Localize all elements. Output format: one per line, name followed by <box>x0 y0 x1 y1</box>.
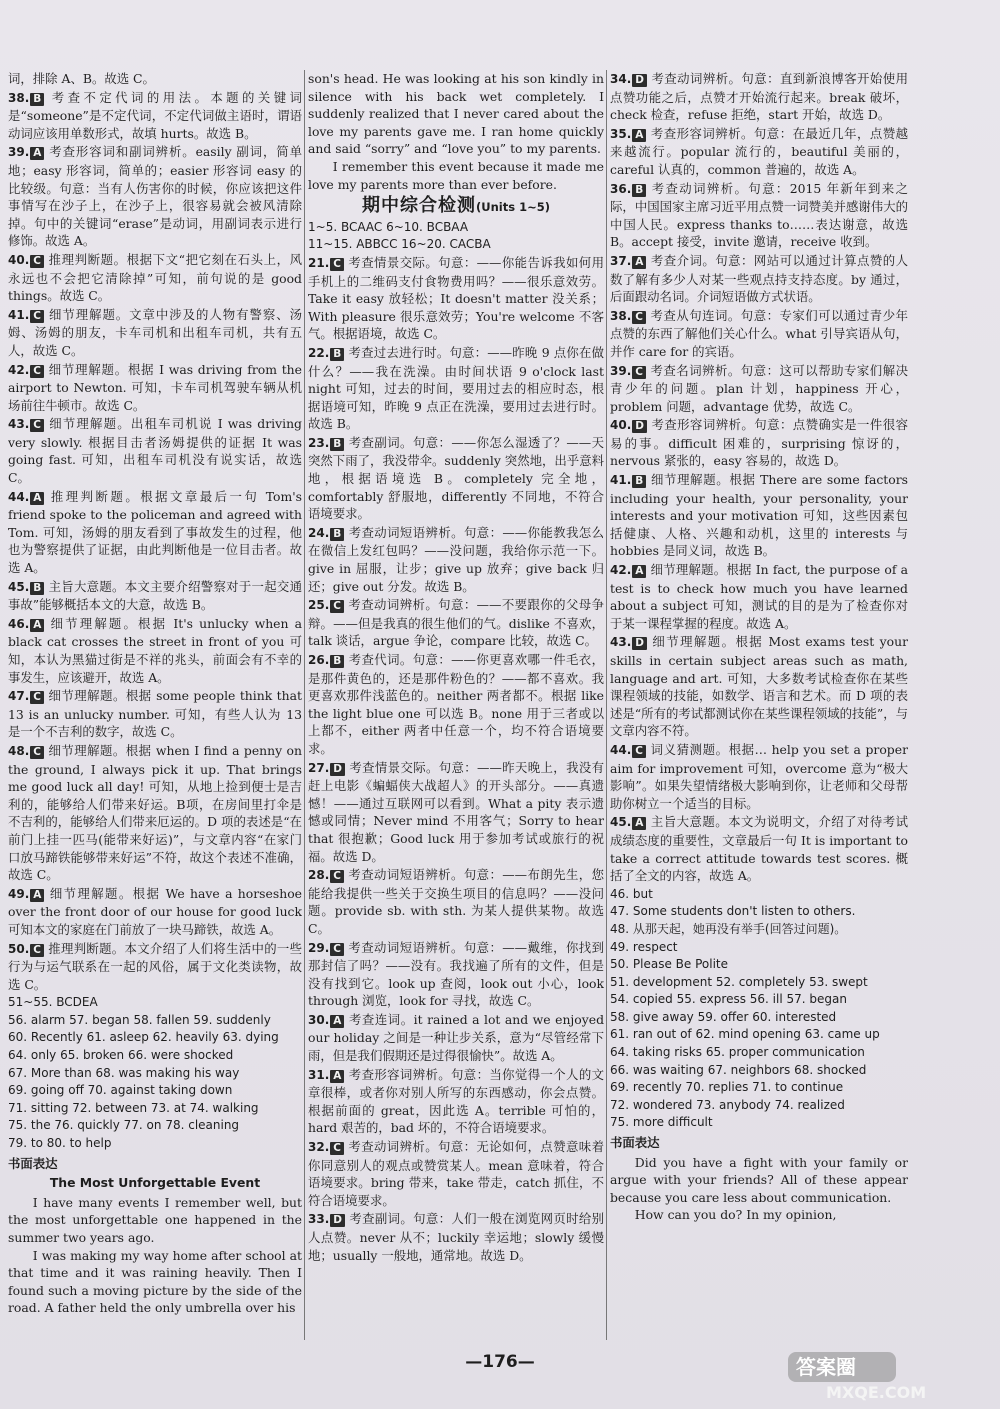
answer-item <box>610 252 908 306</box>
answer-choice-badge: D <box>632 637 647 650</box>
answer-line: 67. More than 68. was making his way <box>8 1065 240 1080</box>
writing-heading: 书面表达 <box>8 1155 58 1171</box>
explanation-text: 细节理解题。根据 I was driving from the airport to Newton. 可知，卡车司机驾驶车辆从机场前往牛顿市。故选 C。 <box>8 361 302 413</box>
question-number: 28. <box>308 868 330 883</box>
c3-answer-block <box>610 886 908 1132</box>
explanation-text: 细节理解题。出租车司机说 I was driving very slowly. 根据目击者汤姆提供的证据 It was going fast. 可知，出租车司机没有说实话，故选 C。 <box>8 416 302 486</box>
question-number: 25. <box>308 598 330 613</box>
question-number: 45. <box>610 815 632 830</box>
answer-item <box>8 89 302 143</box>
answer-item <box>308 596 604 650</box>
question-number: 40. <box>8 252 30 267</box>
column-divider <box>304 70 305 1340</box>
answer-choice-badge: A <box>632 256 646 269</box>
question-number: 24. <box>308 525 330 540</box>
answer-choice-badge: D <box>330 763 345 776</box>
answer-choice-badge: C <box>330 870 344 883</box>
answer-line: 69. going off 70. against taking down <box>8 1083 233 1098</box>
answer-line: 51. development 52. completely 53. swept <box>610 974 868 989</box>
answer-item <box>610 416 908 470</box>
question-number: 43. <box>8 417 30 432</box>
answer-choice-badge: B <box>330 655 344 668</box>
question-number: 37. <box>610 253 632 268</box>
answer-line: 64. taking risks 65. proper communication <box>610 1045 865 1060</box>
explanation-text: 细节理解题。根据 Most exams test your skills in certain subject areas such as math, language and art. 可知，大多数考试检查你在某些课程领域的技能，如数学、语言和艺术。而 D 项的表述是“所有的考试都测试你在某些课程领域的技能”，与文章内容不符。 <box>610 634 908 739</box>
essay-body <box>8 1194 302 1317</box>
question-number: 23. <box>308 435 330 450</box>
answer-line: 56. alarm 57. began 58. fallen 59. suddenly <box>8 1012 271 1027</box>
answer-item <box>8 415 302 486</box>
answer-line: 71. sitting 72. between 73. at 74. walking <box>8 1100 259 1115</box>
column-right <box>610 70 908 1340</box>
answer-item <box>8 70 302 88</box>
answer-line: 75. more difficult <box>610 1115 713 1130</box>
answer-choice-badge: D <box>330 1214 345 1227</box>
explanation-text: 细节理解题。根据 It's unlucky when a black cat crosses the street in front of you 可知，本认为黑猫过街是不祥的兆头，前面会有不幸的事发生，应该避开，故选 A。 <box>8 615 302 685</box>
answer-line: 69. recently 70. replies 71. to continue <box>610 1080 844 1095</box>
answer-choice-badge: B <box>632 184 646 197</box>
answer-item <box>610 307 908 361</box>
explanation-text: 细节理解题。根据 some people think that 13 is an unlucky number. 可知，有些人认为 13 是一个不吉利的数字，故选 C。 <box>8 688 302 740</box>
question-number: 38. <box>8 90 30 105</box>
explanation-text: 考查形容词辨析。句意：在最近几年，点赞越来越流行。popular 流行的，beautiful 美丽的，careful 认真的，common 普遍的，故选 A。 <box>610 125 908 177</box>
answer-item <box>8 742 302 884</box>
answer-choice-badge: B <box>330 528 344 541</box>
explanation-text: 词，排除 A、B。故选 C。 <box>8 71 155 86</box>
question-number: 22. <box>308 345 330 360</box>
answer-item <box>308 759 604 866</box>
question-number: 40. <box>610 418 632 433</box>
answer-item <box>8 488 302 577</box>
answer-item <box>610 813 908 884</box>
answer-choice-badge: C <box>632 311 646 324</box>
answer-line: 60. Recently 61. asleep 62. heavily 63. dying <box>8 1030 279 1045</box>
answer-item <box>8 361 302 415</box>
answer-line: 48. 从那天起，她再没有举手(回答过问题)。 <box>610 921 847 936</box>
answer-item <box>8 578 302 614</box>
question-number: 32. <box>308 1140 330 1155</box>
essay-paragraph: I have many events I remember well, but the most unforgettable one happened in the summer two years ago. <box>8 1194 302 1245</box>
explanation-text: 考查副词。句意：人们一般在浏览网页时给别人点赞。never 从不；luckily 幸运地；slowly 缓慢地；usually 一般地，通常地。故选 D。 <box>308 1211 604 1263</box>
question-number: 26. <box>308 653 330 667</box>
essay-paragraph: son's head. He was looking at his son kindly in silence with his back wet completely. I suddenly realized that I never cared about the love my parents gave me. I ran home quickly and said “sorry” and “love you” to my parents. <box>308 71 604 157</box>
question-number: 42. <box>8 362 30 377</box>
answer-item <box>308 866 604 937</box>
question-number: 29. <box>308 940 330 955</box>
explanation-text: 推理判断题。根据下文“把它刻在石头上，风永远也不会把它清除掉”可知，前句说的是 good things。故选 C。 <box>8 251 302 304</box>
answer-choice-badge: A <box>632 817 646 830</box>
explanation-text: 推理判断题。根据文章最后一句 Tom's friend spoke to the policeman and agreed with Tom. 可知，汤姆的朋友看到了事故发生的过程，他也为警察提供了证据，由此判断他是一位目击者。故选 A。 <box>8 488 302 576</box>
explanation-text: 主旨大意题。本文为说明文，介绍了对待考试成绩态度的重要性，文章最后一句 It is important to take a correct attitude towards test scores. 概括了全文的内容，故选 A。 <box>610 814 908 884</box>
answer-item <box>308 939 604 1010</box>
answer-choice-badge: B <box>30 582 44 595</box>
explanation-text: 主旨大意题。本文主要介绍警察对于一起交通事故”能够概括本文的大意，故选 B。 <box>8 578 302 613</box>
question-number: 49. <box>8 886 30 901</box>
answer-choice-badge: C <box>632 366 646 379</box>
answer-choice-badge: C <box>30 310 44 323</box>
answer-line: 64. only 65. broken 66. were shocked <box>8 1048 234 1063</box>
answer-choice-badge: A <box>632 129 646 142</box>
essay-paragraph: I was making my way home after school at that time and it was raining heavily. Then I found such a moving picture by the side of the road. A father held the only umbrella over his <box>8 1247 302 1316</box>
explanation-text: 考查从句连词。句意：专家们可以通过青少年点赞的东西了解他们关心什么。what 引导宾语从句，并作 care for 的宾语。 <box>610 307 908 359</box>
answer-line: 66. was waiting 67. neighbors 68. shocked <box>610 1062 867 1077</box>
question-number: 34. <box>610 72 632 86</box>
explanation-text: 考查不定代词的用法。本题的关键词是“someone”是不定代词，不定代词做主语时，谓语动词应该用单数形式，故填 hurts。故选 B。 <box>8 89 302 141</box>
answer-choice-badge: A <box>330 1070 344 1083</box>
explanation-text: 考查连词。it rained a lot and we enjoyed our holiday 之间是一种让步关系，意为“尽管经常下雨，但是我们假期还是过得很愉快”。故选 A。 <box>308 1011 604 1064</box>
explanation-text: 细节理解题。根据 In fact, the purpose of a test is to check how much you have learned about a subject 可知，测试的目的是为了检查你对于某一课程掌握的程度。故选 A。 <box>610 562 908 631</box>
explanation-text: 细节理解题。根据 We have a horseshoe over the front door of our house for good luck 可知本文的家庭在门前放了一块马蹄铁，故选 A。 <box>8 885 302 937</box>
answer-line: 11~15. ABBCC 16~20. CACBA <box>308 237 491 252</box>
exam-title <box>308 197 604 217</box>
answer-item <box>8 885 302 939</box>
answer-item <box>308 1011 604 1065</box>
explanation-text: 考查动词短语辨析。句意：——布朗先生，您能给我提供一些关于交换生项目的信息吗？——没问题。provide sb. with sth. 为某人提供某物。故选 C。 <box>308 867 604 936</box>
c1-answer-block <box>8 994 302 1152</box>
c1-item-list <box>8 70 302 993</box>
answer-item <box>308 524 604 595</box>
answer-line: 49. respect <box>610 939 678 954</box>
answer-choice-badge: B <box>330 438 344 451</box>
question-number: 41. <box>8 307 30 322</box>
answer-choice-badge: A <box>30 619 44 632</box>
essay-paragraph: How can you do? In my opinion, <box>634 1207 837 1223</box>
answer-choice-badge: C <box>30 746 44 759</box>
question-number: 50. <box>8 941 30 956</box>
explanation-text: 推理判断题。本文介绍了人们将生活中的一些行为与运气联系在一起的风俗，属于文化类读物，故选 C。 <box>8 940 302 992</box>
explanation-text: 考查形容词和副词辨析。easily 副词，简单地；easy 形容词，简单的；easier 形容词 easy 的比较级。句意：当有人伤害你的时候，你应该把这件事情写在沙子上，在沙子上，很容易就会被风清除掉。句中的关键词“erase”是动词，用副词表示进行修饰。故选 A。 <box>8 144 302 249</box>
essay-body <box>610 1154 908 1224</box>
watermark-brand: MXQE.COM <box>826 1383 927 1402</box>
answer-choice-badge: A <box>330 1015 344 1028</box>
answer-line: 75. the 76. quickly 77. on 78. cleaning <box>8 1118 240 1133</box>
answer-choice-badge: D <box>632 74 647 87</box>
explanation-text: 考查动词短语辨析。句意：——你能教我怎么在微信上发红包吗？——没问题，我给你示范一下。give in 屈服，让步；give up 放弃；give back 归还；give out 分发。故选 B。 <box>308 524 604 594</box>
question-number: 45. <box>8 579 30 594</box>
answer-choice-badge: A <box>30 889 44 902</box>
answer-choice-badge: B <box>632 475 646 488</box>
question-number: 44. <box>8 489 30 504</box>
question-number: 42. <box>610 563 632 578</box>
answer-choice-badge: C <box>30 944 44 957</box>
answer-item <box>610 70 908 124</box>
answer-item <box>610 561 908 632</box>
answer-item <box>8 306 302 360</box>
answer-item <box>308 1138 604 1209</box>
answer-item <box>610 125 908 179</box>
question-number: 21. <box>308 255 330 270</box>
answer-line: 46. but <box>610 886 653 901</box>
question-number: 30. <box>308 1012 330 1027</box>
explanation-text: 考查代词。句意：——你更喜欢哪一件毛衣，是那件黄色的，还是那件粉色的？——都不喜欢。我更喜欢那件浅蓝色的。neither 两者都不。根据 like the light blue one 可以选 B。none 用于三者或以上都不，either 两者中任意一个，均不符合语境要求。 <box>308 652 604 756</box>
answer-line: 79. to 80. to help <box>8 1136 112 1151</box>
answer-item <box>308 344 604 433</box>
question-number: 47. <box>8 689 30 704</box>
c2-item-list <box>308 254 604 1264</box>
explanation-text: 考查动词短语辨析。句意：——戴维，你找到那封信了吗？——没有。我找遍了所有的文件，但是没有找到它。look up 查阅，look out 小心，look through 浏览，look for 寻找，故选 C。 <box>308 939 604 1009</box>
column-left <box>8 70 302 1340</box>
question-number: 39. <box>8 145 30 160</box>
answer-choice-badge: C <box>330 1142 344 1155</box>
answer-item <box>610 471 908 560</box>
answer-choice-badge: A <box>30 492 44 505</box>
answer-choice-badge: A <box>632 565 646 578</box>
explanation-text: 考查形容词辨析。句意：当你觉得一个人的文章很棒，或者你对别人所写的东西感动，你会点赞。根据前面的 great，因此选 A。terrible 可怕的，hard 艰苦的，bad 坏的，不符合语境要求。 <box>308 1066 604 1136</box>
question-number: 27. <box>308 760 330 775</box>
explanation-text: 考查介词。句意：网站可以通过计算点赞的人数了解有多少人对某一些观点持支持态度。by 通过，后面跟动名词。介词短语做方式状语。 <box>610 252 908 305</box>
question-number: 36. <box>610 181 632 196</box>
explanation-text: 考查过去进行时。句意：——昨晚 9 点你在做什么？——我在洗澡。由时间状语 9 o'clock last night 可知，过去的时间，要用过去的相应时态，根据语境可知，昨晚 9 点正在洗澡，要用过去进行时。故选 B。 <box>308 344 604 432</box>
explanation-text: 考查动词辨析。句意：2015 年新年到来之际，中国国家主席习近平用点赞一词赞美并感谢伟大的中国人民。express thanks to……表达谢意，故选 B。accept 接受，invite 邀请，receive 收到。 <box>610 180 908 250</box>
explanation-text: 词义猜测题。根据… help you set a proper aim for improvement 可知，overcome 意为“极大影响”。如果失望情绪极大影响到你，让老师和父母帮助你树立一个适当的目标。 <box>610 741 908 811</box>
answer-item <box>8 940 302 994</box>
question-number: 39. <box>610 363 632 378</box>
exam-title-main: 期中综合检测 <box>362 195 477 217</box>
answer-choice-badge: C <box>632 745 646 758</box>
answer-item <box>8 687 302 741</box>
watermark-logo <box>786 1346 986 1402</box>
answer-line: 1~5. BCAAC 6~10. BCBAA <box>308 219 469 234</box>
explanation-text: 考查情景交际。句意：——昨天晚上，我没有赶上电影《蝙蝠侠大战超人》的开头部分。——真遗憾！——通过互联网可以看到。What a pity 表示遗憾或同情；Never mind 不用客气；Sorry to hear that 很抱歉；Good luck 用于参加考试或旅行的祝福。故选 D。 <box>308 759 604 864</box>
essay-title: The Most Unforgettable Event <box>49 1175 261 1191</box>
answer-item <box>308 1066 604 1137</box>
explanation-text: 考查名词辨析。句意：这可以帮助专家们解决青少年的问题。plan 计划，happiness 开心，problem 问题，advantage 优势，故选 C。 <box>610 362 908 414</box>
answer-line: 58. give away 59. offer 60. interested <box>610 1009 837 1024</box>
question-number: 46. <box>8 616 30 631</box>
column-divider <box>606 70 607 1340</box>
explanation-text: 细节理解题。根据 There are some factors including your health, your personality, your interests and your motivation 可知，这些因素包括健康、人格、兴趣和动机，这里的 interests 与 hobbies 是同义词，故选 B。 <box>610 472 908 559</box>
question-number: 31. <box>308 1067 330 1082</box>
explanation-text: 考查形容词辨析。句意：点赞确实是一件很容易的事。difficult 困难的，surprising 惊讶的，nervous 紧张的，easy 容易的，故选 D。 <box>610 417 908 469</box>
explanation-text: 考查动词辨析。句意：——不要跟你的父母争辩。——但是我真的很生他们的气。dislike 不喜欢，talk 谈话，argue 争论，compare 比较，故选 C。 <box>308 597 604 649</box>
question-number: 35. <box>610 126 632 141</box>
answer-line: 54. copied 55. express 56. ill 57. began <box>610 992 847 1007</box>
answer-choice-badge: B <box>30 93 44 106</box>
writing-heading: 书面表达 <box>610 1135 660 1151</box>
essay-paragraph: Did you have a fight with your family or argue with your friends? All of these appear because you care less about communication. <box>610 1154 908 1205</box>
question-number: 48. <box>8 743 30 758</box>
answer-item <box>610 633 908 740</box>
question-number: 38. <box>610 308 632 323</box>
answer-item <box>610 362 908 416</box>
exam-title-units: (Units 1~5) <box>476 200 550 215</box>
explanation-text: 考查动词辨析。句意：直到新浪博客开始使用点赞功能之后，点赞才开始流行起来。break 破坏，check 检查，refuse 拒绝，start 开始，故选 D。 <box>610 71 908 123</box>
question-number: 44. <box>610 742 632 757</box>
question-number: 43. <box>610 635 632 650</box>
answer-line: 61. ran out of 62. mind opening 63. came up <box>610 1027 880 1042</box>
watermark-logo-text: 答案圈 <box>796 1355 856 1379</box>
answer-item <box>610 180 908 251</box>
answer-item <box>308 1210 604 1264</box>
answer-line: 47. Some students don't listen to others. <box>610 904 856 919</box>
c3-item-list <box>610 70 908 885</box>
column-middle <box>308 70 604 1340</box>
answer-choice-badge: C <box>30 365 44 378</box>
answer-item <box>8 143 302 250</box>
explanation-text: 细节理解题。根据 when I find a penny on the ground, I always pick it up. That brings me good luck all day! 可知，从地上捡到便士是吉利的，能够给人们带来好运。B项，在房间里打伞是不吉利的，能够给人们带来厄运的。D 项的表述是“在前门上挂一匹马(能带来好运)”，与文章内容“在家门口放马蹄铁能够带来好运”不符，故这个表述不准确，故选 C。 <box>8 742 302 883</box>
answer-choice-badge: C <box>330 943 344 956</box>
explanation-text: 考查副词。句意：——你怎么湿透了？——天突然下雨了，我没带伞。suddenly 突然地，出乎意料地，根据语境选 B。completely 完全地，comfortably 舒服地，differently 不同地，不符合语境要求。 <box>308 434 604 522</box>
c2-answer-block <box>308 219 604 254</box>
answer-choice-badge: D <box>632 420 647 433</box>
essay-continuation <box>308 70 604 193</box>
answer-item <box>308 651 604 758</box>
answer-choice-badge: C <box>330 600 344 613</box>
answer-choice-badge: C <box>330 258 344 271</box>
answer-line: 51~55. BCDEA <box>8 995 98 1010</box>
answer-line: 72. wondered 73. anybody 74. realized <box>610 1097 845 1112</box>
answer-choice-badge: C <box>30 255 44 268</box>
answer-choice-badge: A <box>30 147 44 160</box>
answer-item <box>308 254 604 343</box>
answer-line: 50. Please Be Polite <box>610 957 728 972</box>
answer-item <box>8 615 302 686</box>
explanation-text: 考查动词辨析。句意：无论如何，点赞意味着你同意别人的观点或赞赏某人。mean 意味着，符合语境要求。bring 带来，take 带走，catch 抓住，不符合语境要求。 <box>308 1139 604 1208</box>
answer-choice-badge: B <box>330 348 344 361</box>
question-number: 41. <box>610 473 632 488</box>
answer-choice-badge: C <box>30 419 44 432</box>
answer-item <box>610 741 908 812</box>
essay-paragraph: I remember this event because it made me love my parents more than ever before. <box>308 158 604 192</box>
explanation-text: 考查情景交际。句意：——你能告诉我如何用手机上的二维码支付食物费用吗？——很乐意效劳。Take it easy 放轻松；It doesn't matter 没关系；With pleasure 很乐意效劳；You're welcome 不客气。根据语境，故选 C。 <box>308 254 604 342</box>
question-number: 33. <box>308 1212 330 1227</box>
answer-item <box>8 251 302 305</box>
page-number: —176— <box>465 1352 535 1372</box>
answer-item <box>308 434 604 523</box>
answer-choice-badge: C <box>30 691 44 704</box>
explanation-text: 细节理解题。文章中涉及的人物有警察、汤姆、汤姆的朋友，卡车司机和出租车司机，共有五人，故选 C。 <box>8 306 302 358</box>
